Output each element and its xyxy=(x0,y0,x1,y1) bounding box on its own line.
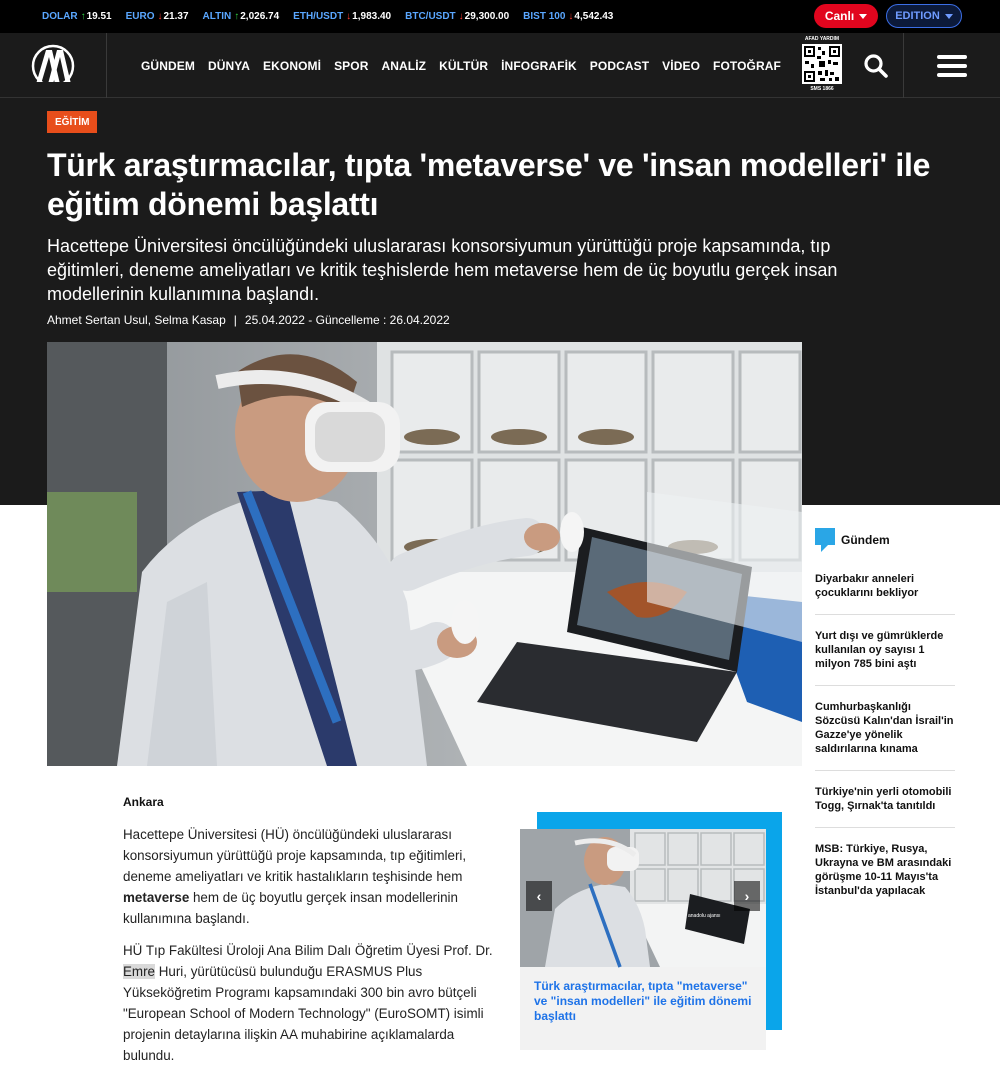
article-paragraph xyxy=(123,940,493,1066)
caret-down-icon xyxy=(859,14,867,19)
article-dateline: Ankara xyxy=(123,795,164,809)
article-byline xyxy=(47,313,450,327)
gallery-prev-button[interactable] xyxy=(526,881,552,911)
qr-code-icon xyxy=(802,44,842,84)
ticker-item-eth[interactable] xyxy=(293,11,391,22)
article-paragraph xyxy=(123,824,493,929)
article-dates: 25.04.2022 - Güncelleme : 26.04.2022 xyxy=(244,313,450,327)
market-ticker xyxy=(0,0,1000,33)
article-main-photo[interactable] xyxy=(47,342,802,766)
article-authors: Ahmet Sertan Usul, Selma Kasap xyxy=(47,313,226,327)
gallery-photo xyxy=(520,829,766,967)
ticker-item-btc[interactable] xyxy=(405,11,509,22)
nav-item-infografik[interactable]: İNFOGRAFİK xyxy=(501,58,577,73)
arrow-down-icon: ↓ xyxy=(157,11,163,22)
aa-logo[interactable] xyxy=(0,33,107,98)
afad-label: AFAD YARDIM xyxy=(804,36,840,42)
gallery-next-button[interactable] xyxy=(734,881,760,911)
ticker-value: 1,983.40 xyxy=(352,11,392,22)
watermark: anadolu ajansı xyxy=(688,913,721,919)
chevron-left-icon: ‹ xyxy=(536,888,542,904)
edition-label: EDITION xyxy=(895,10,940,22)
keyword-bold: metaverse xyxy=(123,890,190,905)
afad-donation-qr[interactable] xyxy=(798,36,846,96)
nav-item-gundem[interactable]: GÜNDEM xyxy=(141,58,195,73)
nav-item-kultur[interactable]: KÜLTÜR xyxy=(439,58,489,73)
sidebar-news-item[interactable]: Diyarbakır anneleri çocuklarını bekliyor xyxy=(815,572,955,615)
afad-sms: SMS 1866 xyxy=(810,86,834,92)
ticker-label: ETH/USDT xyxy=(293,11,344,22)
ticker-label: ALTIN xyxy=(202,11,232,22)
nav-item-ekonomi[interactable]: EKONOMİ xyxy=(263,58,322,73)
caret-down-icon xyxy=(945,14,953,19)
chevron-right-icon: › xyxy=(744,888,750,904)
nav-item-analiz[interactable]: ANALİZ xyxy=(381,58,427,73)
highlighted-text: Emre xyxy=(123,964,155,979)
article-title: Türk araştırmacılar, tıpta 'metaverse' ve 'insan modelleri' ile eğitim dönemi başlattı xyxy=(47,147,931,222)
arrow-down-icon: ↓ xyxy=(346,11,352,22)
ticker-item-bist[interactable] xyxy=(523,11,613,22)
search-icon xyxy=(863,53,889,79)
aa-logo-icon xyxy=(30,44,76,88)
vr-researcher-photo xyxy=(47,342,802,766)
sidebar-news-item[interactable]: Cumhurbaşkanlığı Sözcüsü Kalın'dan İsrail'in Gazze'ye yönelik saldırılarına kınama xyxy=(815,700,955,771)
article-summary: Hacettepe Üniversitesi öncülüğündeki uluslararası konsorsiyumun yürüttüğü proje kapsamında, tıp eğitimleri, deneme ameliyatları ve kritik teşhislerde hem metaverse hem de üç boyutlu gerçek insan modellerinin kullanımına başlandı. xyxy=(47,236,838,304)
nav-item-fotograf[interactable]: FOTOĞRAF xyxy=(713,58,781,73)
category-badge[interactable]: EĞİTİM xyxy=(47,111,97,133)
sidebar-title: Gündem xyxy=(841,533,890,547)
embedded-gallery[interactable] xyxy=(520,829,766,1050)
main-nav xyxy=(141,33,794,98)
ticker-value: 4,542.43 xyxy=(574,11,614,22)
ticker-label: DOLAR xyxy=(42,11,78,22)
ticker-value: 29,300.00 xyxy=(464,11,510,22)
paragraph-text: Huri, yürütücüsü bulunduğu ERASMUS Plus Yükseköğretim Programı kapsamındaki 300 bin avro bütçeli "European School of Modern Technology" (EuroSOMT) isimli projenin detaylarına ilişkin AA muhabirine açıklamalarda bulundu. xyxy=(123,964,484,1063)
ticker-label: BIST 100 xyxy=(523,11,566,22)
gundem-sidebar xyxy=(815,528,955,926)
byline-separator: | xyxy=(233,313,237,327)
ticker-label: BTC/USDT xyxy=(405,11,456,22)
menu-button[interactable] xyxy=(903,33,1000,98)
site-header xyxy=(0,33,1000,98)
live-button[interactable] xyxy=(814,4,878,28)
ticker-item-dolar[interactable] xyxy=(42,11,112,22)
paragraph-text: HÜ Tıp Fakültesi Üroloji Ana Bilim Dalı Öğretim Üyesi Prof. Dr. xyxy=(123,943,493,958)
ticker-value: 21.37 xyxy=(163,11,189,22)
arrow-up-icon: ↑ xyxy=(234,11,240,22)
ticker-value: 2,026.74 xyxy=(240,11,280,22)
ticker-item-euro[interactable] xyxy=(126,11,189,22)
gallery-image[interactable] xyxy=(520,829,766,967)
speech-bubble-icon xyxy=(815,528,835,552)
sidebar-news-item[interactable]: Yurt dışı ve gümrüklerde kullanılan oy sayısı 1 milyon 785 bini aştı xyxy=(815,629,955,686)
arrow-up-icon: ↑ xyxy=(80,11,86,22)
nav-item-podcast[interactable]: PODCAST xyxy=(589,58,650,73)
nav-item-dunya[interactable]: DÜNYA xyxy=(207,58,251,73)
edition-button[interactable] xyxy=(886,4,962,28)
arrow-down-icon: ↓ xyxy=(458,11,464,22)
gallery-caption[interactable]: Türk araştırmacılar, tıpta "metaverse" ve "insan modelleri" ile eğitim dönemi başlattı xyxy=(520,967,766,1050)
live-label: Canlı xyxy=(824,9,855,23)
hamburger-menu-icon xyxy=(936,54,968,78)
paragraph-text: Hacettepe Üniversitesi (HÜ) öncülüğündeki uluslararası konsorsiyumun yürüttüğü proje kapsamında, tıp eğitimleri, deneme ameliyatları ve kritik hastalıkların teşhisinde hem xyxy=(123,827,467,884)
search-button[interactable] xyxy=(850,33,902,98)
ticker-value: 19.51 xyxy=(86,11,112,22)
paragraph-text: hem de üç boyutlu gerçek insan modellerinin kullanımına başlandı. xyxy=(123,890,458,926)
sidebar-header xyxy=(815,528,955,552)
nav-item-video[interactable]: VİDEO xyxy=(662,58,701,73)
sidebar-news-item[interactable]: MSB: Türkiye, Rusya, Ukrayna ve BM arasındaki görüşme 10-11 Mayıs'ta İstanbul'da yapılacak xyxy=(815,843,952,897)
sidebar-news-item[interactable]: Türkiye'nin yerli otomobili Togg, Şırnak'ta tanıtıldı xyxy=(815,785,955,828)
ticker-item-altin[interactable] xyxy=(203,11,280,22)
ticker-label: EURO xyxy=(125,11,155,22)
arrow-down-icon: ↓ xyxy=(568,11,574,22)
nav-item-spor[interactable]: SPOR xyxy=(334,58,369,73)
